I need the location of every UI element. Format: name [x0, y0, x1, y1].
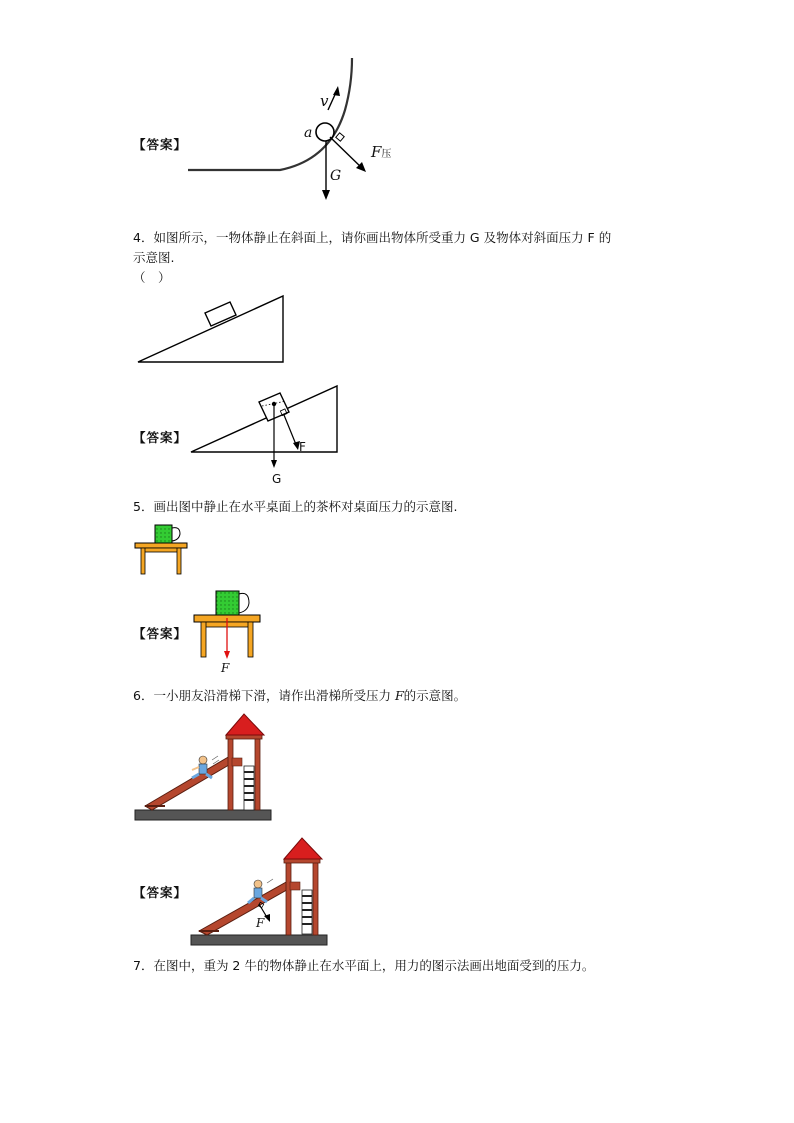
- label-F: F: [371, 143, 382, 161]
- answer-label-4: 【答案】: [133, 430, 188, 445]
- label-G: G: [330, 168, 342, 184]
- q7-number: 7．: [133, 958, 154, 973]
- q6-number: 6．: [133, 688, 154, 703]
- q6-text-before: 一小朋友沿滑梯下滑，请作出滑梯所受压力: [153, 688, 395, 703]
- q5-number: 5．: [133, 499, 154, 514]
- ladder: [302, 890, 312, 934]
- q6-text-after: 的示意图。: [403, 688, 467, 703]
- q4-label-G: G: [272, 472, 282, 486]
- q7-line: [133, 957, 594, 975]
- q4-text-line1: 如图所示，一物体静止在斜面上，请你画出物体所受重力 G 及物体对斜面压力 F 的: [153, 230, 612, 245]
- q7-text: 在图中，重为 2 牛的物体静止在水平面上，用力的图示法画出地面受到的压力。: [153, 958, 595, 973]
- q4-label-F: F: [299, 440, 306, 454]
- answer-label-3: 【答案】: [133, 137, 188, 152]
- q6-text-var: F: [394, 688, 404, 703]
- q4-number: 4．: [133, 230, 154, 245]
- roof: [284, 838, 322, 859]
- answer-label-6: 【答案】: [133, 885, 188, 900]
- q5-label-F: F: [221, 661, 230, 675]
- q5-text: 画出图中静止在水平桌面上的茶杯对桌面压力的示意图.: [153, 499, 458, 514]
- label-v: v: [320, 92, 329, 110]
- ground: [191, 935, 327, 945]
- q4-paren: （ ）: [133, 270, 171, 285]
- q4-text-line2: 示意图.: [133, 250, 175, 265]
- slide: [199, 881, 292, 935]
- label-a: a: [304, 125, 313, 141]
- answer-label-5: 【答案】: [133, 626, 188, 641]
- label-F-sub: 压: [381, 149, 392, 160]
- q6-label-F: F: [256, 916, 265, 930]
